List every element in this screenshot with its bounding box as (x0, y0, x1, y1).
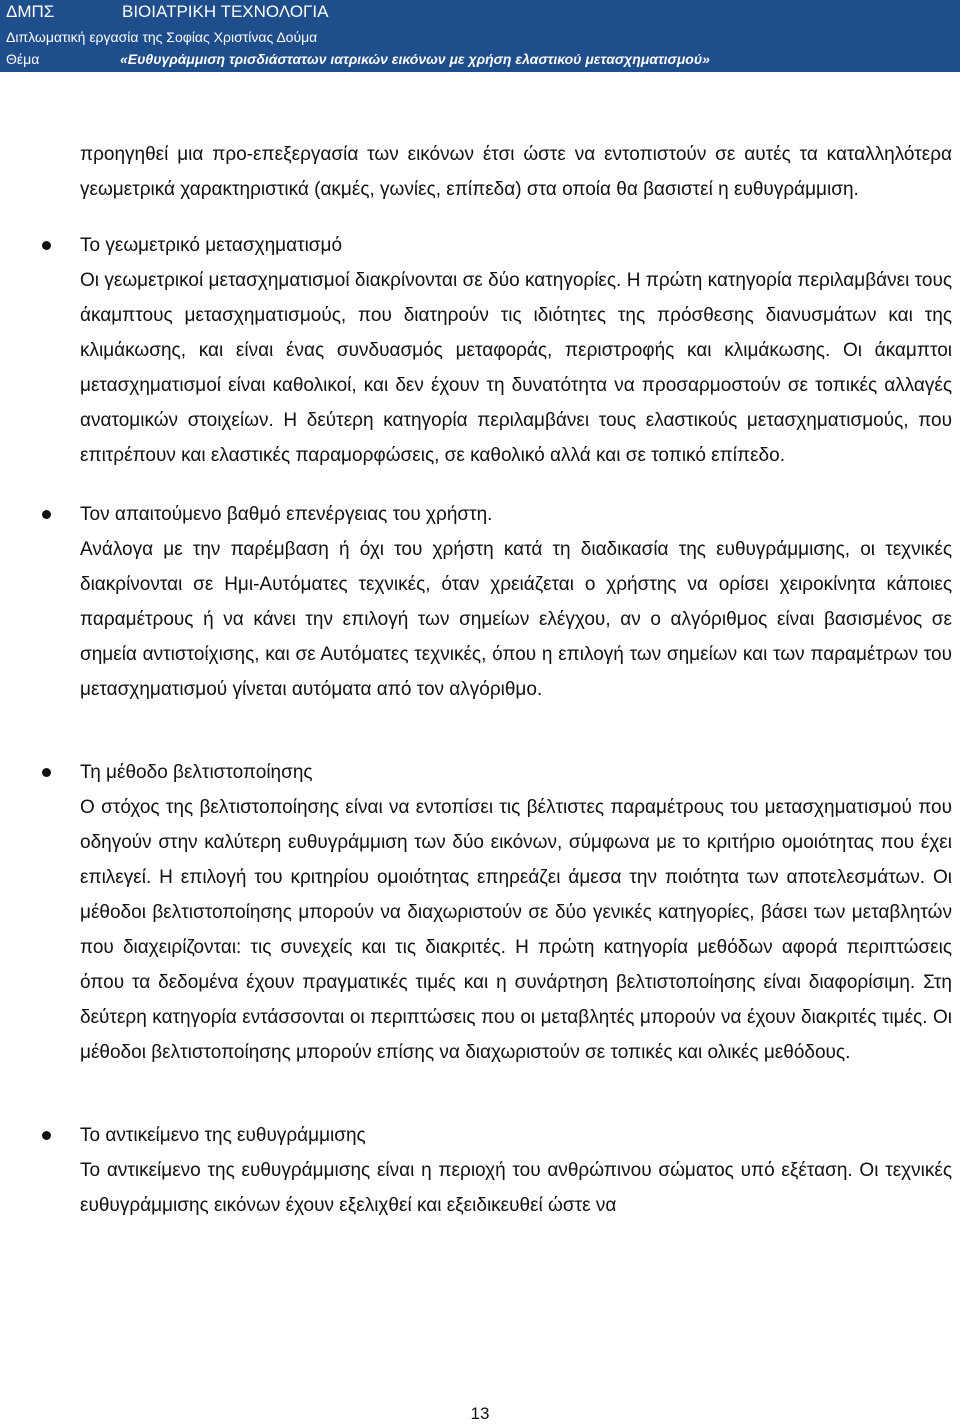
list-item-title: Το αντικείμενο της ευθυγράμμισης (80, 1125, 366, 1146)
list-item (80, 1118, 952, 1223)
header-thesis: Διπλωματική εργασία της Σοφίας Χριστίνας Δούμα (6, 29, 318, 45)
header-dept: ΔΜΠΣ (6, 2, 55, 21)
bullet-icon (42, 510, 51, 519)
page-body (80, 137, 952, 1223)
header-program: ΒΙΟΙΑΤΡΙΚΗ ΤΕΧΝΟΛΟΓΙΑ (122, 2, 329, 21)
bullet-icon (42, 1131, 51, 1140)
bullet-icon (42, 241, 51, 250)
intro-paragraph: προηγηθεί μια προ-επεξεργασία των εικόνων έτσι ώστε να εντοπιστούν σε αυτές τα καταλληλότερα γεωμετρικά χαρακτηριστικά (ακμές, γωνίες, επίπεδα) στα οποία θα βασιστεί η ευθυγράμμιση. (80, 144, 952, 200)
list-item-text: Οι γεωμετρικοί μετασχηματισμοί διακρίνονται σε δύο κατηγορίες. Η πρώτη κατηγορία περιλαμβάνει τους άκαμπτους μετασχηματισμούς, που διατηρούν τις ιδιότητες της πρόσθεσης διανυσμάτων και της κλιμάκωσης, και είναι ένας συνδυασμός μεταφοράς, περιστροφής και κλιμάκωσης. Οι άκαμπτοι μετασχηματισμοί είναι καθολικοί, και δεν έχουν τη δυνατότητα να προσαρμοστούν σε τοπικές αλλαγές ανατομικών στοιχείων. Η δεύτερη κατηγορία περιλαμβάνει τους ελαστικούς μετασχηματισμούς, που επιτρέπουν και ελαστικές παραμορφώσεις, σε καθολικό αλλά και σε τοπικό επίπεδο. (80, 270, 952, 466)
list-item-title: Το γεωμετρικό μετασχηματισμό (80, 235, 343, 256)
list-item-text: Το αντικείμενο της ευθυγράμμισης είναι η περιοχή του ανθρώπινου σώματος υπό εξέταση. Οι τεχνικές ευθυγράμμισης εικόνων έχουν εξελιχθεί και εξειδικευθεί ώστε να (80, 1160, 952, 1216)
list-item (80, 497, 952, 707)
list-item-title: Τον απαιτούμενο βαθμό επενέργειας του χρήστη. (80, 504, 493, 525)
page-number: 13 (470, 1404, 490, 1423)
list-item-text: Ανάλογα με την παρέμβαση ή όχι του χρήστη κατά τη διαδικασία της ευθυγράμμισης, οι τεχνικές διακρίνονται σε Ημι-Αυτόματες τεχνικές, όταν χρειάζεται ο χρήστης να ορίσει χειροκίνητα κάποιες παραμέτρους ή να κάνει την επιλογή των σημείων ελέγχου, αν ο αλγόριθμος είναι βασισμένος σε σημεία αντιστοίχισης, και σε Αυτόματες τεχνικές, όπου η επιλογή των σημείων και των παραμέτρων του μετασχηματισμού γίνεται αυτόματα από τον αλγόριθμο. (80, 539, 952, 700)
header-topic: «Ευθυγράμμιση τρισδιάστατων ιατρικών εικόνων με χρήση ελαστικού μετασχηματισμού» (120, 51, 710, 67)
list-item-title: Τη μέθοδο βελτιστοποίησης (80, 762, 313, 783)
bullet-icon (42, 768, 51, 777)
header-topic-label: Θέμα (6, 51, 40, 67)
list-item (80, 755, 952, 1070)
list-item-text: Ο στόχος της βελτιστοποίησης είναι να εντοπίσει τις βέλτιστες παραμέτρους του μετασχηματισμού που οδηγούν στην καλύτερη ευθυγράμμιση των δύο εικόνων, σύμφωνα με το κριτήριο ομοιότητας που έχει επιλεγεί. Η επιλογή του κριτηρίου ομοιότητας επηρεάζει άμεσα την ποιότητα των αποτελεσμάτων. Οι μέθοδοι βελτιστοποίησης μπορούν να διαχωριστούν σε δύο γενικές κατηγορίες, βάσει των μεταβλητών που διαχειρίζονται: τις συνεχείς και τις διακριτές. Η πρώτη κατηγορία μεθόδων αφορά περιπτώσεις όπου τα δεδομένα έχουν πραγματικές τιμές και η συνάρτηση βελτιστοποίησης είναι διαφορίσιμη. Στη δεύτερη κατηγορία εντάσσονται οι περιπτώσεις που οι μεταβλητές μπορούν να έχουν διακριτές τιμές. Οι μέθοδοι βελτιστοποίησης μπορούν επίσης να διαχωριστούν σε τοπικές και ολικές μεθόδους. (80, 797, 952, 1063)
list-item (80, 228, 952, 473)
running-header (0, 0, 960, 72)
